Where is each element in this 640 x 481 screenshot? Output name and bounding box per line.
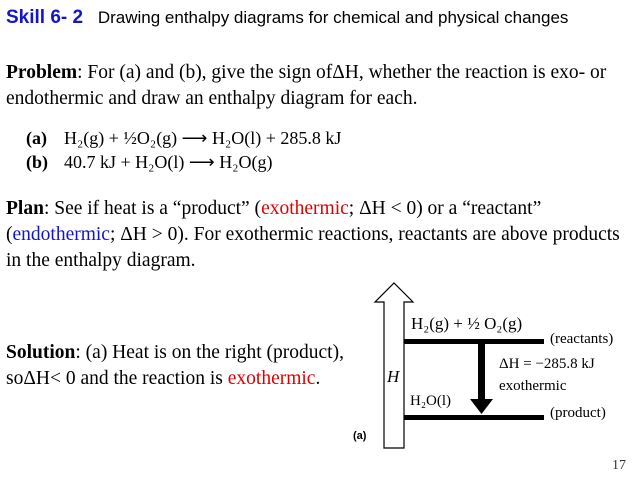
slide-title: Drawing enthalpy diagrams for chemical and physical changes <box>97 8 569 27</box>
reactants-label: (reactants) <box>550 331 614 347</box>
plan-label: Plan <box>6 198 44 219</box>
delta-h-arrow-head <box>470 399 493 414</box>
product-label: (product) <box>550 405 606 421</box>
plan-text-2: ; ΔH < 0) or a “reactant” ( <box>6 198 542 245</box>
equation-b-text: 40.7 kJ + H₂O(l) ⟶ H₂O(g) <box>64 152 273 172</box>
product-level-line <box>404 415 544 420</box>
equation-a-label: (a) <box>26 128 47 148</box>
reactants-level-line <box>404 339 544 344</box>
solution-text-1: : (a) Heat is on the right (product), soΔH< 0 and the reaction is <box>6 342 344 389</box>
problem-label: Problem <box>6 62 78 83</box>
plan-text-1: : See if heat is a “product” ( <box>43 198 262 219</box>
problem-text: : For (a) and (b), give the sign ofΔH, whether the reaction is exo- or endothermic and draw an enthalpy diagram for each. <box>6 62 607 109</box>
reactants-formula: H₂(g) + ½ O₂(g) <box>411 314 523 333</box>
delta-h-value: ΔH = −285.8 kJ <box>499 356 595 372</box>
plan-endothermic: endothermic <box>12 224 110 245</box>
delta-h-arrow-shaft <box>478 344 485 400</box>
enthalpy-axis-arrow <box>375 283 413 448</box>
skill-label: Skill 6- 2 <box>6 7 84 28</box>
equation-a-text: H₂(g) + ½O₂(g) ⟶ H₂O(l) + 285.8 kJ <box>64 128 342 148</box>
equation-b-label: (b) <box>26 152 48 172</box>
exothermic-label: exothermic <box>499 378 567 394</box>
page-number: 17 <box>612 458 626 473</box>
diagram-caption: (a) <box>353 430 367 442</box>
solution-text-2: . <box>315 368 321 389</box>
product-formula: H₂O(l) <box>410 393 452 409</box>
plan-exothermic: exothermic <box>261 198 349 219</box>
solution-exothermic: exothermic <box>227 368 316 389</box>
plan-text-3: ; ΔH > 0). For exothermic reactions, reactants are above products in the enthalpy diagram. <box>6 224 620 271</box>
enthalpy-axis-label: H <box>387 367 400 386</box>
solution-label: Solution <box>6 342 76 363</box>
